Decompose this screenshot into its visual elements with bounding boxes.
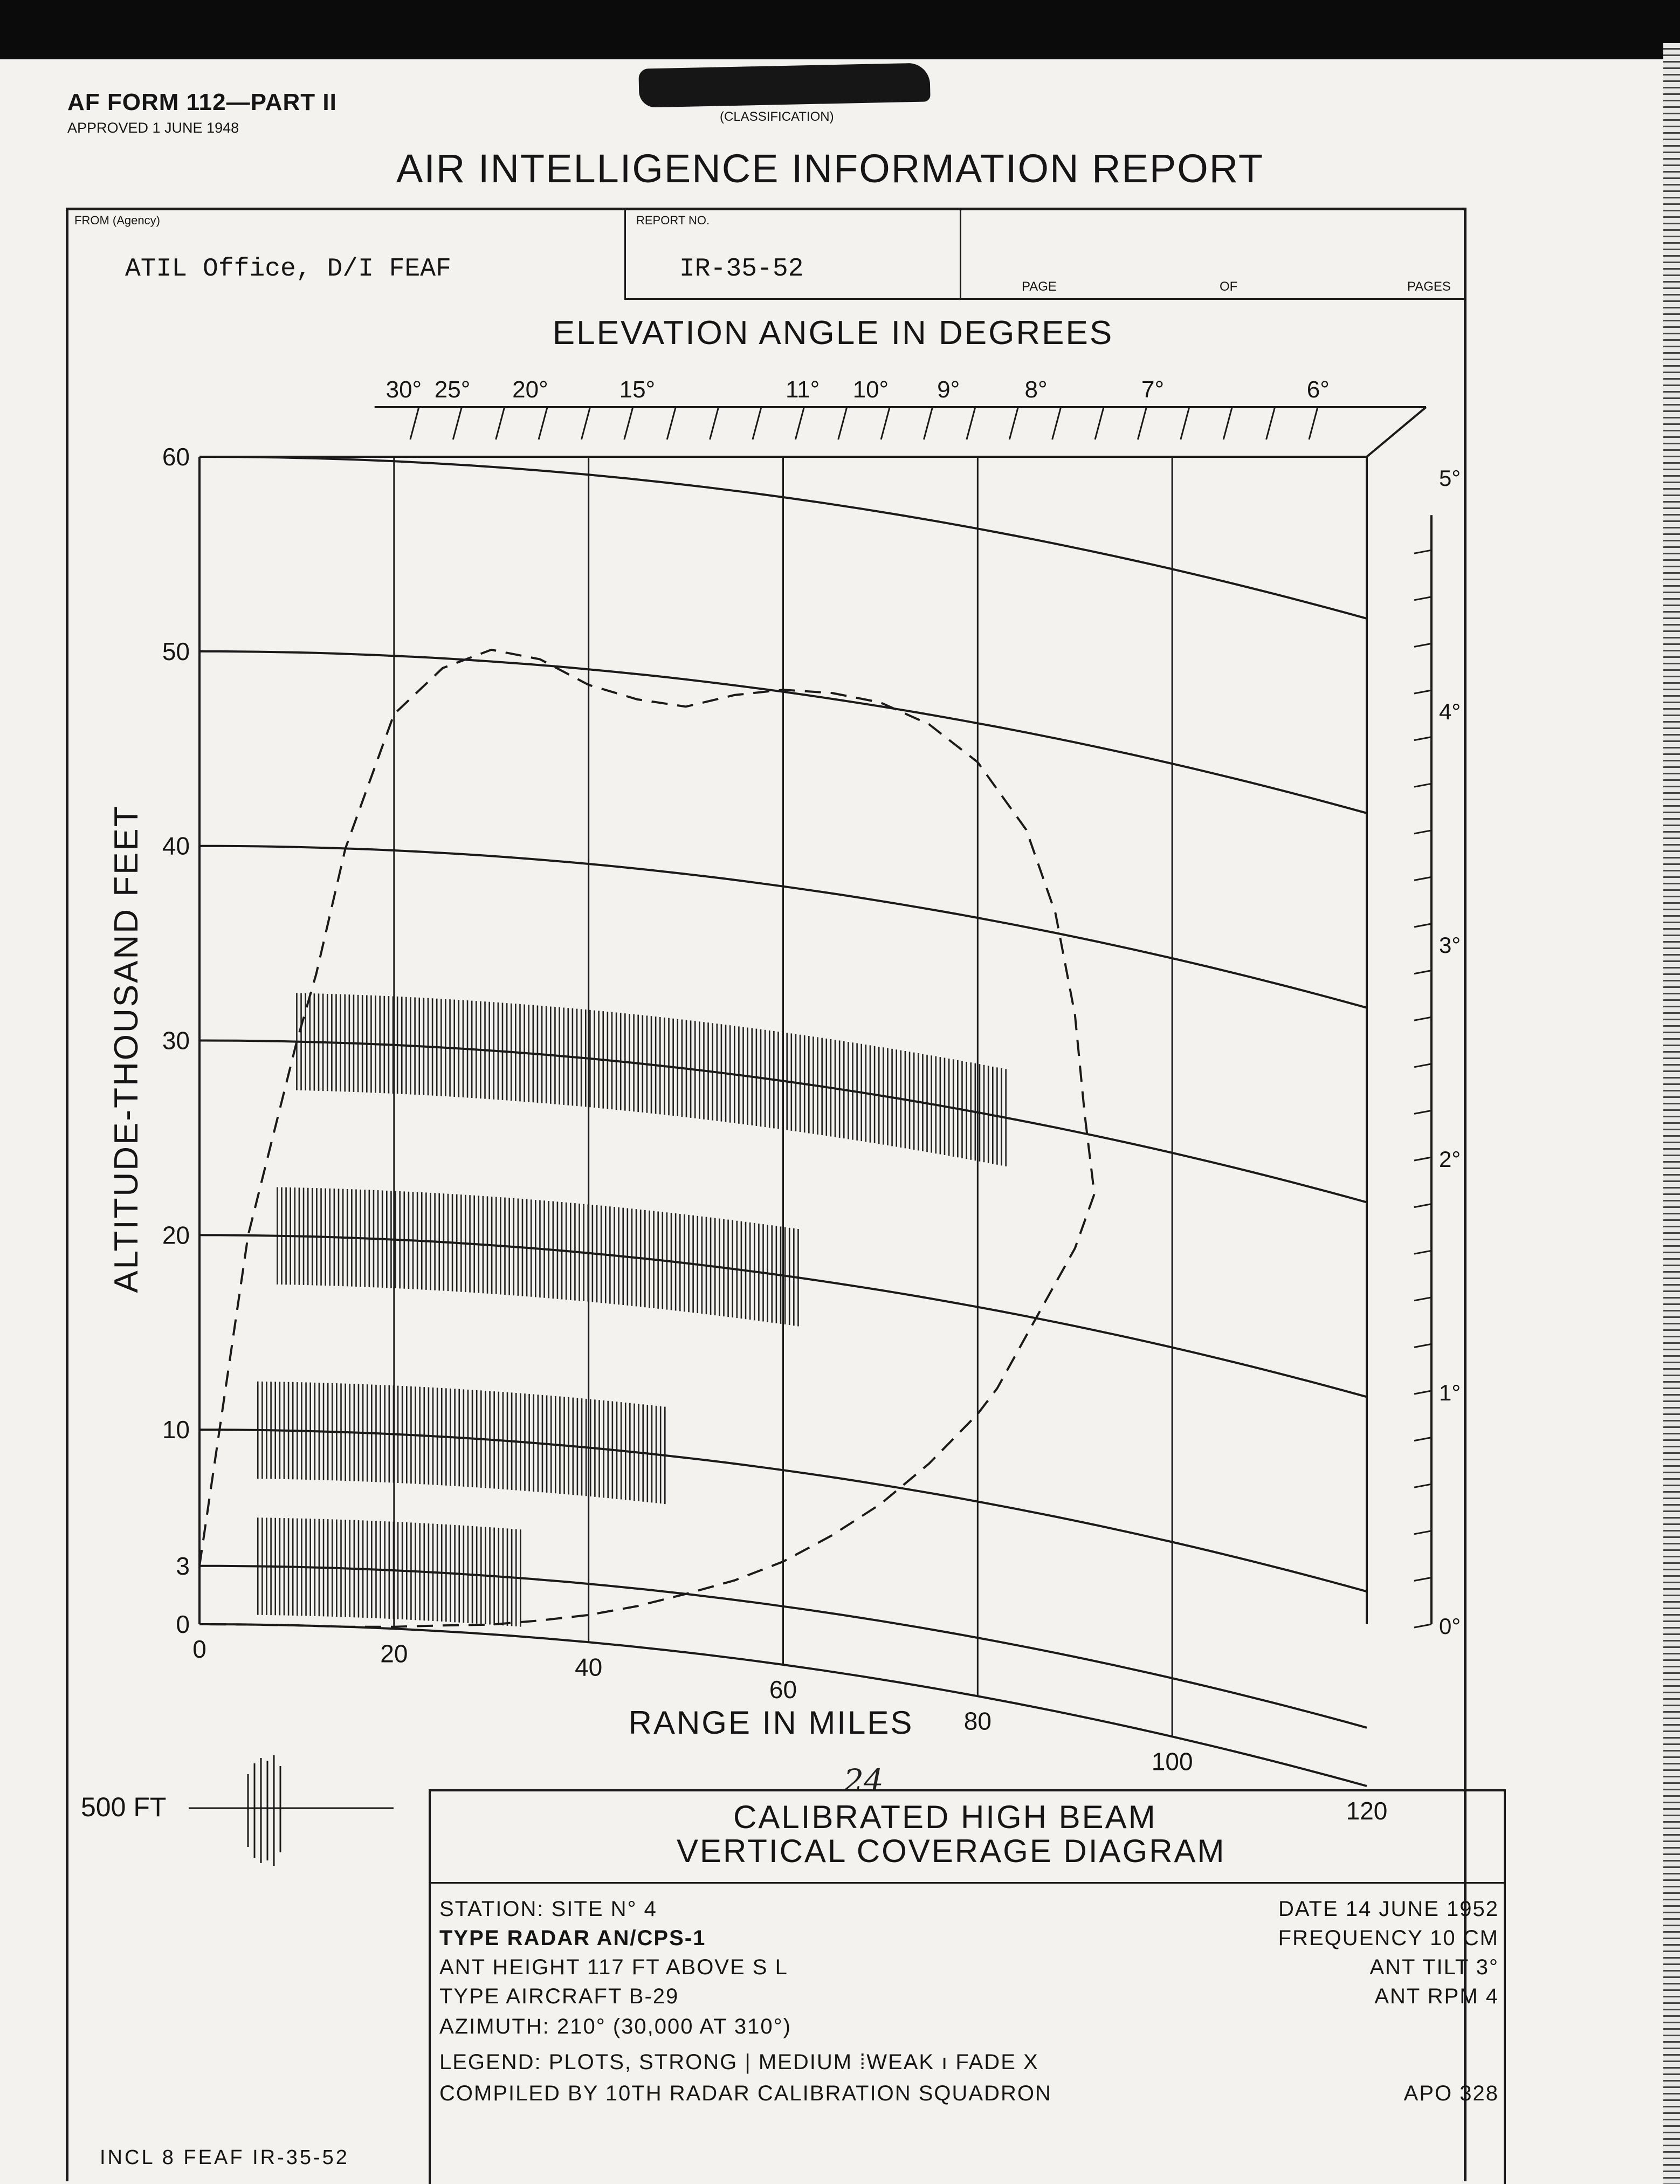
elevation-tick [795, 407, 804, 439]
title-block-heading-2: VERTICAL COVERAGE DIAGRAM [677, 1833, 1226, 1869]
elevation-label: 0° [1439, 1613, 1461, 1639]
elevation-tick [1414, 1017, 1431, 1020]
title-block-rule [429, 1882, 1506, 1884]
report-no-label: REPORT NO. [636, 214, 710, 227]
title-block-heading-1: CALIBRATED HIGH BEAM [733, 1799, 1157, 1835]
elevation-tick [453, 407, 462, 439]
elevation-tick [410, 407, 419, 439]
y-tick-label: 50 [162, 637, 190, 665]
elevation-label: 5° [1439, 465, 1461, 491]
date: DATE 14 JUNE 1952 [1278, 1897, 1499, 1921]
elevation-tick [1414, 1531, 1431, 1534]
x-tick-label: 120 [1346, 1797, 1388, 1825]
elevation-label: 6° [1306, 376, 1330, 403]
plot-band [277, 1187, 798, 1326]
elevation-tick [539, 407, 547, 439]
elevation-tick [1052, 407, 1061, 439]
elevation-tick [1414, 550, 1431, 553]
elevation-tick [1414, 971, 1431, 974]
elevation-scale-diagonal [1367, 407, 1426, 457]
elevation-tick [753, 407, 761, 439]
legend-scale-label: 500 FT [81, 1792, 167, 1822]
elevation-tick [1266, 407, 1275, 439]
elevation-tick [624, 407, 633, 439]
elevation-label: 7° [1141, 376, 1165, 403]
y-tick-label: 40 [162, 832, 190, 860]
x-tick-label: 80 [963, 1707, 992, 1735]
elevation-tick [710, 407, 719, 439]
elevation-label: 11° [785, 376, 820, 403]
elevation-tick [1414, 737, 1431, 740]
page-label: PAGE [1022, 279, 1057, 294]
elevation-tick [1414, 690, 1431, 693]
elevation-tick [967, 407, 975, 439]
report-no-value: IR-35-52 [679, 255, 804, 284]
elevation-tick [581, 407, 590, 439]
elevation-tick [1414, 1438, 1431, 1441]
elevation-label: 9° [937, 376, 960, 403]
elevation-tick [1414, 1391, 1431, 1394]
legend-scale-glyph [189, 1753, 394, 1877]
frequency: FREQUENCY 10 CM [1278, 1926, 1499, 1950]
elevation-label: 15° [619, 376, 656, 403]
elevation-tick [496, 407, 505, 439]
elevation-tick [1414, 597, 1431, 600]
elevation-label: 1° [1439, 1380, 1461, 1405]
elevation-tick [1223, 407, 1232, 439]
apo: APO 328 [1403, 2082, 1499, 2105]
elevation-tick [1414, 643, 1431, 647]
y-tick-label: 0 [176, 1610, 190, 1638]
x-tick-label: 40 [575, 1653, 603, 1681]
y-tick-label: 3 [176, 1551, 190, 1580]
form-approved-date: APPROVED 1 JUNE 1948 [67, 120, 239, 136]
elevation-tick [1181, 407, 1189, 439]
elevation-tick [838, 407, 847, 439]
elevation-tick [1414, 877, 1431, 880]
footer-reference: INCL 8 FEAF IR-35-52 [100, 2146, 349, 2169]
x-axis-label: RANGE IN MILES [628, 1705, 914, 1741]
plot-band [258, 1517, 520, 1626]
elevation-label: 25° [434, 376, 471, 403]
from-label: FROM (Agency) [74, 214, 160, 227]
elevation-tick [881, 407, 890, 439]
x-tick-label: 20 [380, 1639, 408, 1668]
elevation-label: 20° [512, 376, 548, 403]
y-axis-label: ALTITUDE-THOUSAND FEET [108, 805, 145, 1293]
report-title: AIR INTELLIGENCE INFORMATION REPORT [396, 146, 1264, 191]
plot-band [258, 1382, 665, 1504]
elevation-tick [1414, 1157, 1431, 1160]
elevation-label: 30° [385, 376, 422, 403]
elevation-tick [1414, 1297, 1431, 1301]
elevation-tick [1414, 1064, 1431, 1067]
type-radar: TYPE RADAR AN/CPS-1 [439, 1926, 706, 1950]
elevation-tick [1414, 1624, 1431, 1627]
elevation-tick [667, 407, 676, 439]
y-tick-label: 20 [162, 1221, 190, 1249]
from-value: ATIL Office, D/I FEAF [125, 255, 451, 284]
chart-title: ELEVATION ANGLE IN DEGREES [552, 314, 1114, 352]
elevation-label: 8° [1024, 376, 1048, 403]
x-tick-label: 60 [769, 1675, 797, 1704]
y-tick-label: 10 [162, 1416, 190, 1444]
elevation-label: 3° [1439, 932, 1461, 958]
y-tick-label: 30 [162, 1026, 190, 1055]
type-aircraft: TYPE AIRCRAFT B-29 [439, 1984, 679, 2008]
compiled-by: COMPILED BY 10TH RADAR CALIBRATION SQUADRON [439, 2082, 1052, 2105]
of-label: OF [1220, 279, 1238, 294]
elevation-tick [924, 407, 933, 439]
form-id: AF FORM 112—PART II [67, 89, 337, 115]
elevation-tick [1414, 1577, 1431, 1581]
elevation-tick [1309, 407, 1318, 439]
elevation-tick [1414, 924, 1431, 927]
elevation-tick [1095, 407, 1104, 439]
elevation-tick [1414, 1204, 1431, 1207]
elevation-label: 4° [1439, 699, 1461, 725]
ant-rpm: ANT RPM 4 [1374, 1984, 1499, 2008]
elevation-tick [1414, 784, 1431, 787]
x-tick-label: 0 [192, 1635, 206, 1663]
ant-height: ANT HEIGHT 117 FT ABOVE S L [439, 1955, 788, 1979]
ant-tilt: ANT TILT 3° [1369, 1955, 1499, 1979]
classification-label: (CLASSIFICATION) [720, 109, 834, 124]
handwritten-annotation: 24 [844, 1762, 884, 1799]
elevation-tick [1414, 1484, 1431, 1487]
elevation-tick [1138, 407, 1146, 439]
elevation-label: 2° [1439, 1146, 1461, 1172]
elevation-tick [1009, 407, 1018, 439]
azimuth: AZIMUTH: 210° (30,000 AT 310°) [439, 2015, 791, 2038]
x-tick-label: 100 [1151, 1747, 1193, 1776]
elevation-tick [1414, 1251, 1431, 1254]
y-tick-label: 60 [162, 443, 190, 471]
legend: LEGEND: PLOTS, STRONG | MEDIUM ⁞WEAK ı FADE X [439, 2050, 1039, 2074]
elevation-tick [1414, 1110, 1431, 1114]
plot-band [297, 993, 1006, 1166]
station: STATION: SITE N° 4 [439, 1897, 657, 1921]
pages-label: PAGES [1407, 279, 1451, 294]
elevation-tick [1414, 830, 1431, 834]
elevation-label: 10° [852, 376, 889, 403]
elevation-tick [1414, 1344, 1431, 1347]
